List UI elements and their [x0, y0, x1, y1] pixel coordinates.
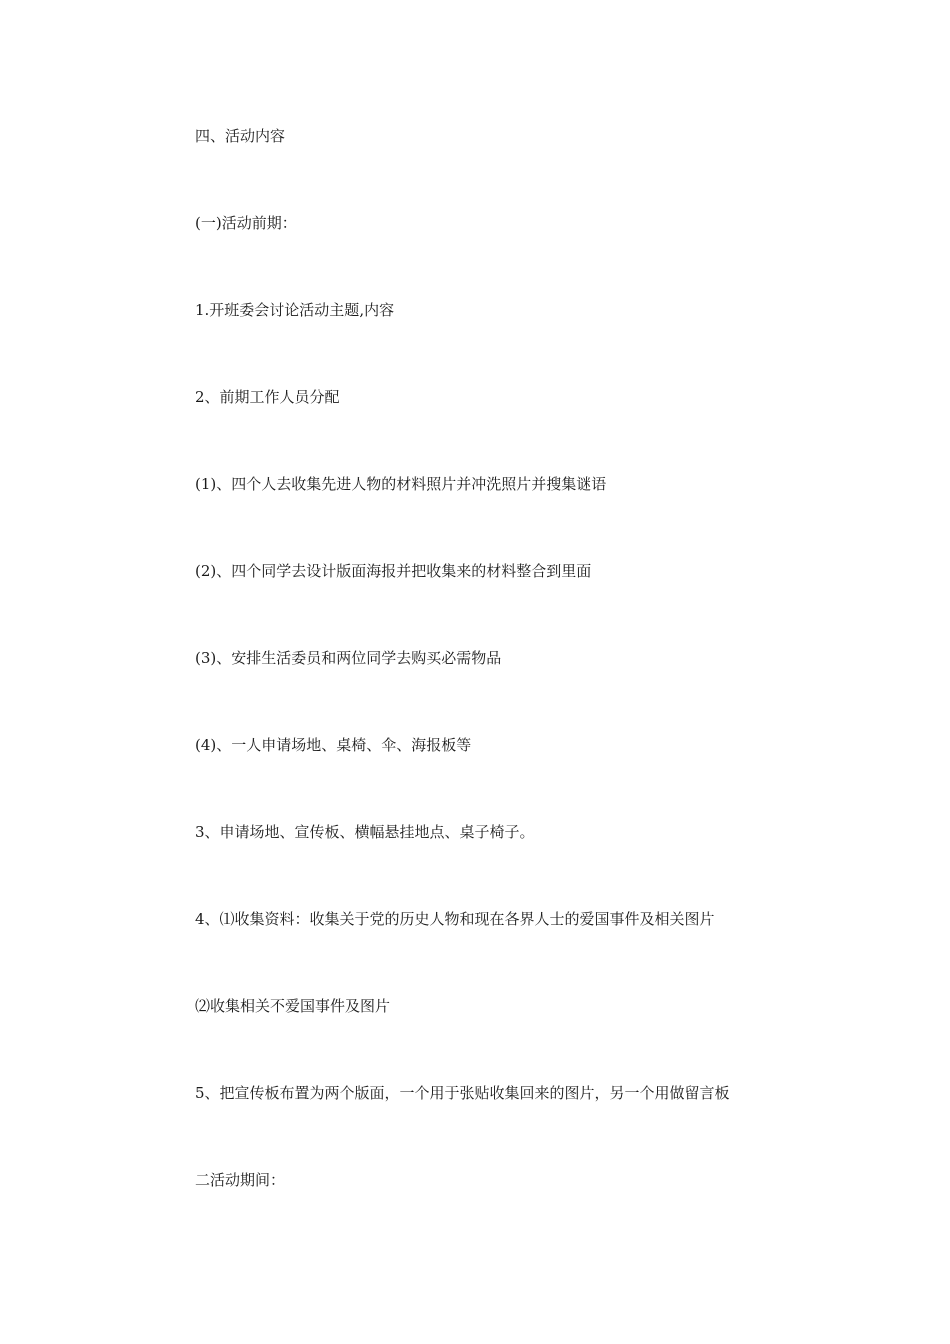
paragraph: ⑵收集相关不爱国事件及图片 [195, 997, 391, 1015]
paragraph: 5、把宣传板布置为两个版面，一个用于张贴收集回来的图片，另一个用做留言板 [195, 1084, 730, 1102]
subsection-heading: 二活动期间： [195, 1171, 286, 1189]
paragraph: (3)、安排生活委员和两位同学去购买必需物品 [195, 649, 502, 667]
section-heading: 四、活动内容 [195, 127, 286, 145]
paragraph: (2)、四个同学去设计版面海报并把收集来的材料整合到里面 [195, 562, 592, 580]
paragraph: 3、申请场地、宣传板、横幅悬挂地点、桌子椅子。 [195, 823, 535, 841]
paragraph: (4)、一人申请场地、桌椅、伞、海报板等 [195, 736, 472, 754]
paragraph: 2、前期工作人员分配 [195, 388, 340, 406]
paragraph: 1.开班委会讨论活动主题,内容 [195, 301, 395, 319]
subsection-heading: (一)活动前期： [195, 214, 297, 232]
paragraph: (1)、四个人去收集先进人物的材料照片并冲洗照片并搜集谜语 [195, 475, 607, 493]
paragraph: 4、⑴收集资料：收集关于党的历史人物和现在各界人士的爱国事件及相关图片 [195, 910, 715, 928]
